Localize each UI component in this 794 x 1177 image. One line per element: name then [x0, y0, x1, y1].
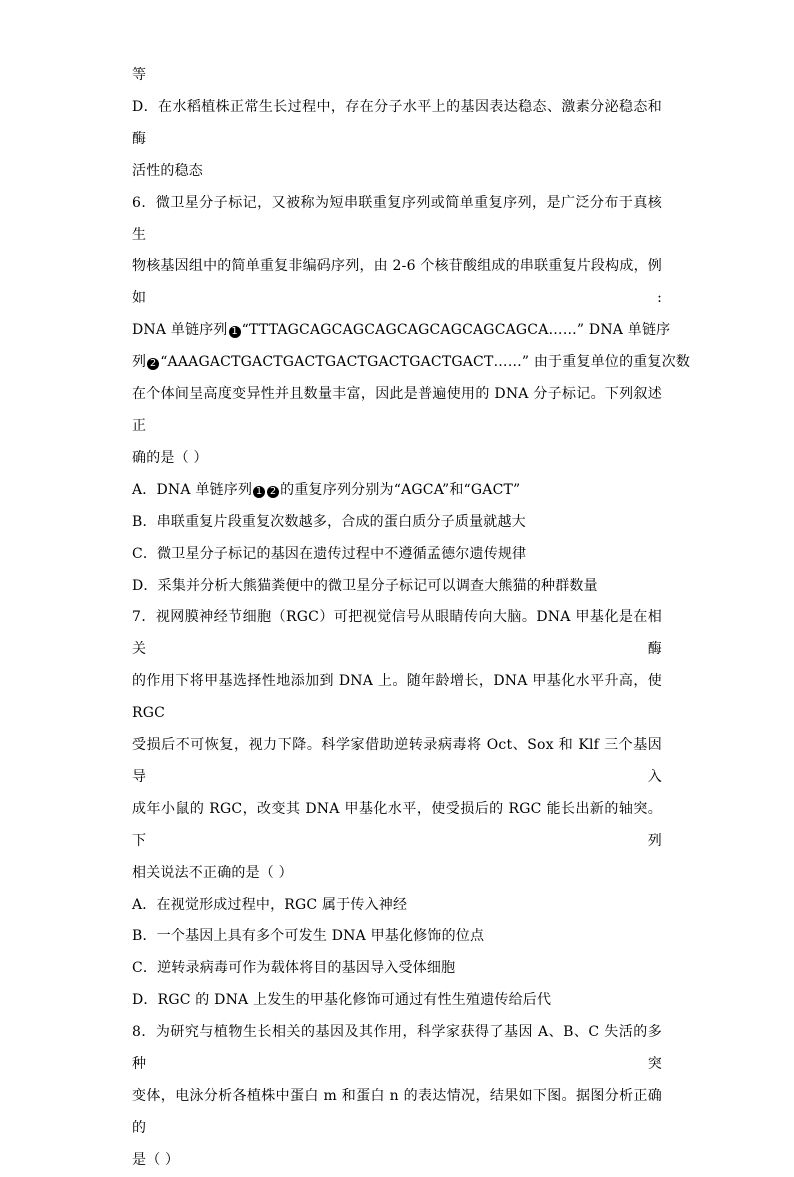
- question-7-option-b: B．一个基因上具有多个可发生 DNA 甲基化修饰的位点: [132, 928, 485, 945]
- question-6-stem-line6: 确的是（ ）: [132, 449, 208, 466]
- question-6-stem-line3: [132, 315, 671, 347]
- question-6-stem-line5: 在个体间呈高度变异性并且数量丰富，因此是普遍使用的 DNA 分子标记。下列叙述正: [132, 386, 662, 434]
- question-7-option-d: D．RGC 的 DNA 上发生的甲基化修饰可通过有性生殖遗传给后代: [132, 992, 552, 1009]
- option-d-q5-line1: D．在水稻植株正常生长过程中，存在分子水平上的基因表达稳态、激素分泌稳态和酶: [132, 98, 662, 147]
- question-8-stem-line2: 变体，电泳分析各植株中蛋白 m 和蛋白 n 的表达情况，结果如下图。据图分析正确的: [132, 1088, 662, 1136]
- question-6-stem-line4: [132, 347, 691, 379]
- question-8-stem-line1: 8．为研究与植物生长相关的基因及其作用，科学家获得了基因 A、B、C 失活的多种突: [132, 1024, 662, 1073]
- text-segment: 的重复序列分别为“AGCA”和“GACT”: [280, 481, 521, 498]
- circled-number-2-icon: 2: [267, 486, 279, 498]
- blank-figure-area: [132, 850, 662, 1090]
- circled-number-1-icon: 1: [229, 326, 241, 338]
- option-d-q5-line2: 活性的稳态: [132, 162, 203, 179]
- question-6-option-a: [132, 475, 662, 507]
- circled-number-2-icon: 2: [147, 358, 159, 370]
- text-segment: A．DNA 单链序列: [132, 481, 253, 498]
- question-7-option-a: A．在视觉形成过程中，RGC 属于传入神经: [132, 896, 408, 913]
- question-7-stem-line1: 7．视网膜神经节细胞（RGC）可把视觉信号从眼睛传向大脑。DNA 甲基化是在相关酶: [132, 609, 662, 658]
- question-7-stem-line4: 成年小鼠的 RGC，改变其 DNA 甲基化水平，使受损后的 RGC 能长出新的轴突。下列: [132, 800, 662, 849]
- question-7-stem-line2: 的作用下将甲基选择性地添加到 DNA 上。随年龄增长，DNA 甲基化水平升高，使 RGC: [132, 673, 662, 722]
- text-segment: “TTTAGCAGCAGCAGCAGCAGCAGCAGCA……” DNA 单链序: [241, 322, 671, 339]
- question-6-option-c: C．微卫星分子标记的基因在遗传过程中不遵循孟德尔遗传规律: [132, 545, 527, 562]
- text-segment: 列: [132, 354, 147, 371]
- text-segment: DNA 单链序列: [132, 322, 228, 339]
- question-7-stem-line5: 相关说法不正确的是（ ）: [132, 864, 293, 881]
- text-segment: “AAAGACTGACTGACTGACTGACTGACTGACT……” 由于重复单位的重复次数: [160, 354, 691, 371]
- text-line: 等: [132, 67, 147, 83]
- question-8-stem-line3: 是（ ）: [132, 1151, 180, 1168]
- circled-number-1-icon: 1: [253, 486, 265, 498]
- question-6-stem-line2: 物核基因组中的简单重复非编码序列，由 2-6 个核苷酸组成的串联重复片段构成，例如:: [132, 258, 662, 307]
- question-7-stem-line3: 受损后不可恢复，视力下降。科学家借助逆转录病毒将 Oct、Sox 和 Klf 三个基因导入: [132, 737, 662, 785]
- question-6-stem-line1: 6．微卫星分子标记，又被称为短串联重复序列或简单重复序列，是广泛分布于真核生: [132, 194, 662, 243]
- question-6-option-b: B．串联重复片段重复次数越多，合成的蛋白质分子质量就越大: [132, 513, 526, 530]
- question-6-option-d: D．采集并分析大熊猫粪便中的微卫星分子标记可以调查大熊猫的种群数量: [132, 577, 598, 594]
- question-7-option-c: C．逆转录病毒可作为载体将目的基因导入受体细胞: [132, 960, 456, 977]
